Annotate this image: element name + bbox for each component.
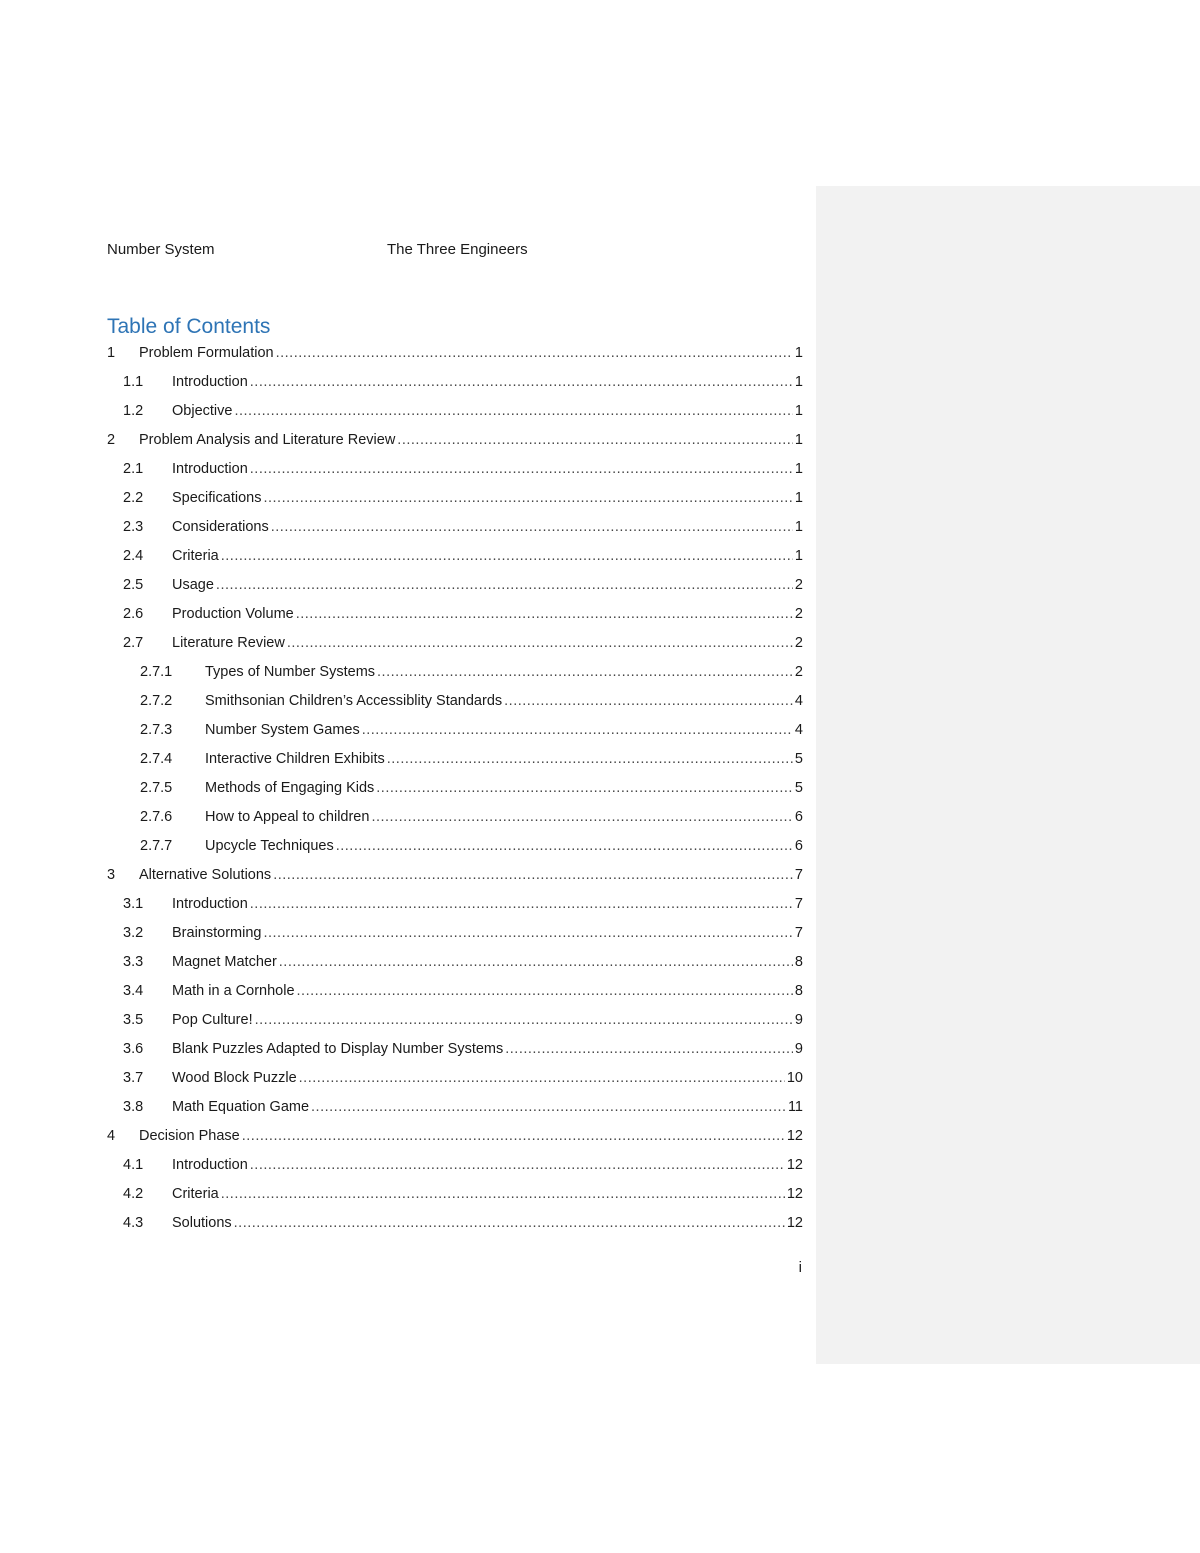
toc-entry-page: 1 <box>794 490 803 506</box>
toc-dot-leader <box>287 629 793 658</box>
toc-entry[interactable] <box>107 542 803 571</box>
toc-entry[interactable] <box>107 484 803 513</box>
toc-dot-leader <box>250 368 793 397</box>
toc-entry[interactable] <box>107 1180 803 1209</box>
toc-entry-number: 3.2 <box>123 925 144 941</box>
toc-entry[interactable] <box>107 1209 803 1238</box>
toc-dot-leader <box>336 832 793 861</box>
toc-entry[interactable] <box>107 1006 803 1035</box>
toc-entry[interactable] <box>107 600 803 629</box>
toc-entry-number: 2.7.6 <box>140 809 173 825</box>
toc-dot-leader <box>255 1006 793 1035</box>
toc-entry[interactable] <box>107 1122 803 1151</box>
toc-entry-page: 12 <box>786 1157 803 1173</box>
toc-entry-title[interactable]: Problem Formulation <box>139 345 274 361</box>
comment-pane <box>816 186 1200 1364</box>
toc-entry[interactable] <box>107 803 803 832</box>
toc-entry-page: 7 <box>794 896 803 912</box>
toc-dot-leader <box>250 890 793 919</box>
toc-entry-number: 4 <box>107 1128 116 1144</box>
toc-entry-number: 2.1 <box>123 461 144 477</box>
toc-entry-number: 2.2 <box>123 490 144 506</box>
toc-entry-page: 6 <box>794 838 803 854</box>
toc-entry-title[interactable]: Problem Analysis and Literature Review <box>139 432 396 448</box>
toc-dot-leader <box>250 455 793 484</box>
toc-entry-number: 3.5 <box>123 1012 144 1028</box>
toc-dot-leader <box>221 1180 785 1209</box>
toc-entry-number: 3.7 <box>123 1070 144 1086</box>
toc-entry-page: 10 <box>786 1070 803 1086</box>
toc-entry-page: 2 <box>794 577 803 593</box>
toc-entry-page: 5 <box>794 780 803 796</box>
toc-entry-number: 2.5 <box>123 577 144 593</box>
toc-entry[interactable] <box>107 745 803 774</box>
toc-entry-title[interactable]: Magnet Matcher <box>172 954 277 970</box>
toc-entry-title[interactable]: Smithsonian Children’s Accessiblity Standards <box>205 693 503 709</box>
toc-entry-page: 7 <box>794 925 803 941</box>
table-of-contents <box>107 339 803 1238</box>
toc-entry-number: 2.7.1 <box>140 664 173 680</box>
toc-entry-title[interactable]: Considerations <box>172 519 269 535</box>
toc-entry[interactable] <box>107 890 803 919</box>
toc-entry[interactable] <box>107 571 803 600</box>
toc-entry[interactable] <box>107 455 803 484</box>
toc-entry[interactable] <box>107 861 803 890</box>
toc-dot-leader <box>276 339 793 368</box>
toc-entry-title[interactable]: Objective <box>172 403 233 419</box>
toc-entry-page: 1 <box>794 374 803 390</box>
toc-entry-page: 7 <box>794 867 803 883</box>
toc-entry-number: 2.7.7 <box>140 838 173 854</box>
toc-entry-title[interactable]: Introduction <box>172 461 248 477</box>
toc-entry[interactable] <box>107 1151 803 1180</box>
toc-entry-title[interactable]: Methods of Engaging Kids <box>205 780 375 796</box>
toc-entry-title[interactable]: Types of Number Systems <box>205 664 376 680</box>
toc-entry-title[interactable]: Wood Block Puzzle <box>172 1070 297 1086</box>
toc-entry-page: 8 <box>794 954 803 970</box>
toc-entry-page: 2 <box>794 664 803 680</box>
toc-entry[interactable] <box>107 513 803 542</box>
toc-entry-number: 2.7.5 <box>140 780 173 796</box>
toc-entry-title[interactable]: Interactive Children Exhibits <box>205 751 385 767</box>
toc-entry-title[interactable]: Upcycle Techniques <box>205 838 334 854</box>
toc-dot-leader <box>504 687 793 716</box>
toc-entry-page: 2 <box>794 606 803 622</box>
toc-entry-number: 3.8 <box>123 1099 144 1115</box>
toc-dot-leader <box>250 1151 785 1180</box>
toc-entry-title[interactable]: Production Volume <box>172 606 294 622</box>
toc-entry-title[interactable]: Pop Culture! <box>172 1012 253 1028</box>
toc-dot-leader <box>376 774 793 803</box>
toc-entry-title[interactable]: Criteria <box>172 1186 219 1202</box>
page-number: i <box>798 1259 802 1276</box>
toc-entry-page: 12 <box>786 1128 803 1144</box>
toc-entry-title[interactable]: Number System Games <box>205 722 360 738</box>
toc-entry-title[interactable]: Math in a Cornhole <box>172 983 295 999</box>
toc-dot-leader <box>377 658 793 687</box>
toc-entry-page: 9 <box>794 1012 803 1028</box>
toc-entry[interactable] <box>107 629 803 658</box>
toc-entry-title[interactable]: Introduction <box>172 1157 248 1173</box>
toc-dot-leader <box>273 861 793 890</box>
toc-entry[interactable] <box>107 774 803 803</box>
toc-entry-title[interactable]: Specifications <box>172 490 262 506</box>
toc-entry-number: 2.4 <box>123 548 144 564</box>
toc-entry-number: 2.7 <box>123 635 144 651</box>
toc-entry[interactable] <box>107 687 803 716</box>
toc-dot-leader <box>242 1122 785 1151</box>
toc-dot-leader <box>234 397 792 426</box>
toc-entry-number: 3.6 <box>123 1041 144 1057</box>
toc-entry-title[interactable]: Literature Review <box>172 635 285 651</box>
toc-dot-leader <box>362 716 793 745</box>
toc-entry-number: 4.3 <box>123 1215 144 1231</box>
toc-entry[interactable] <box>107 1093 803 1122</box>
toc-entry-number: 2.7.4 <box>140 751 173 767</box>
toc-entry[interactable] <box>107 1064 803 1093</box>
toc-dot-leader <box>371 803 792 832</box>
toc-entry-title[interactable]: Introduction <box>172 896 248 912</box>
toc-entry-number: 4.2 <box>123 1186 144 1202</box>
toc-entry-page: 11 <box>787 1099 803 1115</box>
toc-entry-title[interactable]: Math Equation Game <box>172 1099 310 1115</box>
header-team-name: The Three Engineers <box>387 241 528 258</box>
toc-heading: Table of Contents <box>107 315 271 338</box>
toc-dot-leader <box>279 948 793 977</box>
toc-entry-title[interactable]: Alternative Solutions <box>139 867 272 883</box>
toc-entry-page: 12 <box>786 1215 803 1231</box>
toc-entry-page: 1 <box>794 345 803 361</box>
toc-entry-title[interactable]: Brainstorming <box>172 925 262 941</box>
toc-dot-leader <box>271 513 793 542</box>
toc-entry[interactable] <box>107 426 803 455</box>
toc-dot-leader <box>299 1064 785 1093</box>
toc-entry-page: 6 <box>794 809 803 825</box>
toc-entry[interactable] <box>107 948 803 977</box>
toc-dot-leader <box>297 977 793 1006</box>
toc-entry-number: 3.4 <box>123 983 144 999</box>
toc-dot-leader <box>263 484 792 513</box>
toc-entry[interactable] <box>107 397 803 426</box>
toc-entry[interactable] <box>107 658 803 687</box>
toc-dot-leader <box>234 1209 785 1238</box>
toc-entry[interactable] <box>107 1035 803 1064</box>
toc-entry-page: 1 <box>794 519 803 535</box>
toc-entry[interactable] <box>107 368 803 397</box>
header-document-title: Number System <box>107 241 215 258</box>
toc-dot-leader <box>311 1093 786 1122</box>
toc-entry-number: 3.3 <box>123 954 144 970</box>
toc-entry-title[interactable]: Blank Puzzles Adapted to Display Number Systems <box>172 1041 504 1057</box>
toc-entry-title[interactable]: Solutions <box>172 1215 232 1231</box>
toc-entry-page: 8 <box>794 983 803 999</box>
toc-entry-number: 2.3 <box>123 519 144 535</box>
toc-dot-leader <box>387 745 793 774</box>
toc-entry-title[interactable]: How to Appeal to children <box>205 809 370 825</box>
toc-entry-number: 3 <box>107 867 116 883</box>
toc-entry-title[interactable]: Decision Phase <box>139 1128 240 1144</box>
toc-entry[interactable] <box>107 716 803 745</box>
toc-dot-leader <box>397 426 793 455</box>
toc-entry-page: 1 <box>794 432 803 448</box>
toc-entry-number: 1 <box>107 345 116 361</box>
toc-entry[interactable] <box>107 919 803 948</box>
toc-entry-page: 2 <box>794 635 803 651</box>
toc-entry-page: 5 <box>794 751 803 767</box>
toc-entry-title[interactable]: Criteria <box>172 548 219 564</box>
toc-dot-leader <box>505 1035 793 1064</box>
toc-entry-number: 1.1 <box>123 374 144 390</box>
toc-dot-leader <box>221 542 793 571</box>
toc-entry-page: 1 <box>794 548 803 564</box>
toc-entry-number: 2.6 <box>123 606 144 622</box>
toc-entry-page: 4 <box>794 693 803 709</box>
toc-entry-number: 2.7.2 <box>140 693 173 709</box>
toc-entry-page: 9 <box>794 1041 803 1057</box>
toc-entry[interactable] <box>107 832 803 861</box>
toc-entry-number: 2 <box>107 432 116 448</box>
toc-entry-title[interactable]: Introduction <box>172 374 248 390</box>
toc-entry-number: 3.1 <box>123 896 144 912</box>
toc-entry-number: 4.1 <box>123 1157 144 1173</box>
toc-entry[interactable] <box>107 977 803 1006</box>
toc-entry-number: 1.2 <box>123 403 144 419</box>
toc-dot-leader <box>263 919 792 948</box>
toc-dot-leader <box>296 600 793 629</box>
toc-entry-page: 12 <box>786 1186 803 1202</box>
toc-entry-number: 2.7.3 <box>140 722 173 738</box>
toc-dot-leader <box>216 571 793 600</box>
toc-entry-title[interactable]: Usage <box>172 577 214 593</box>
toc-entry-page: 4 <box>794 722 803 738</box>
toc-entry-page: 1 <box>794 403 803 419</box>
toc-entry[interactable] <box>107 339 803 368</box>
toc-entry-page: 1 <box>794 461 803 477</box>
